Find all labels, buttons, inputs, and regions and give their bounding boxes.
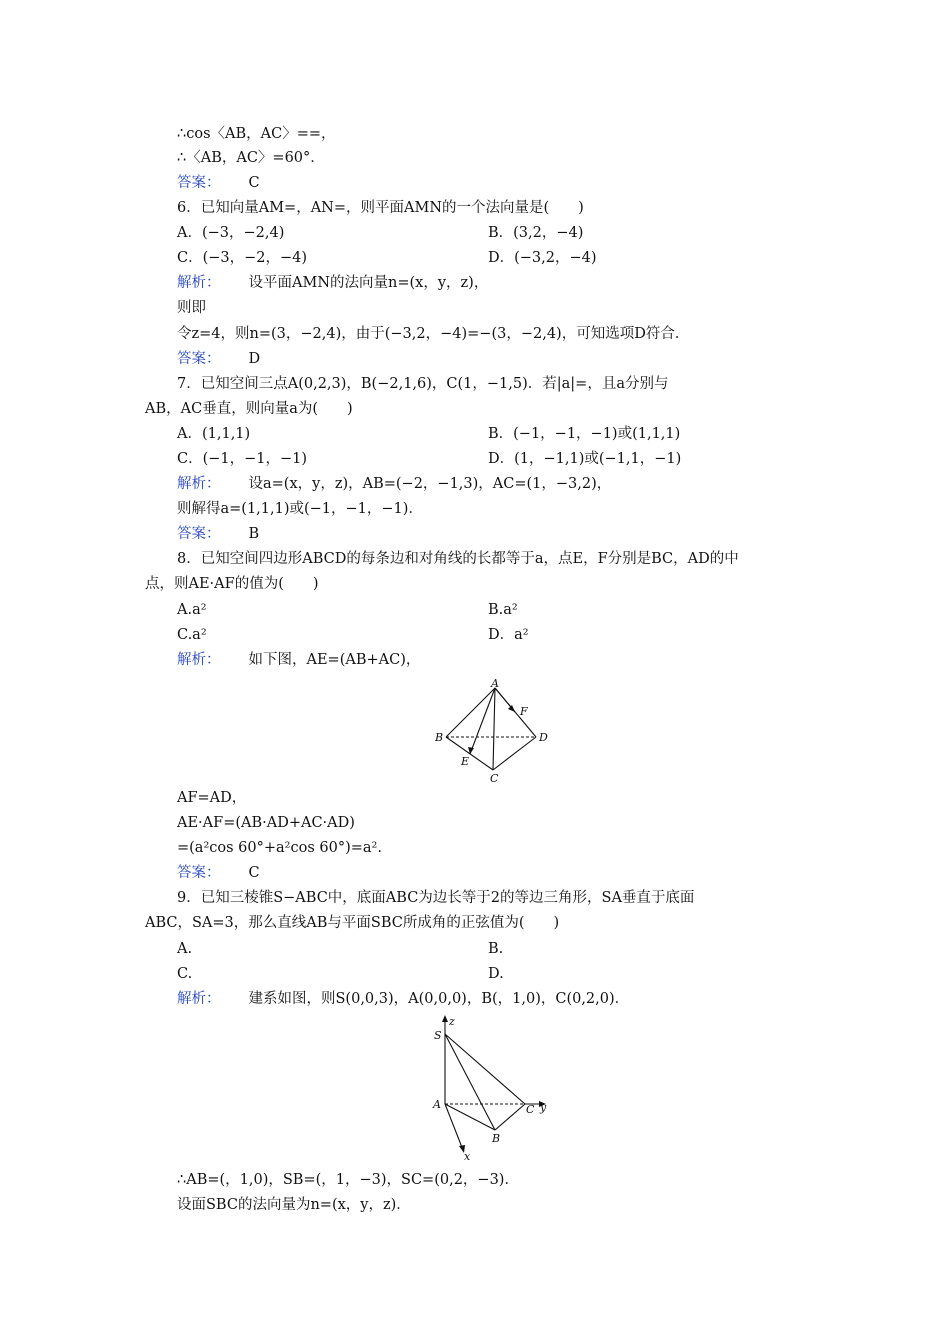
analysis-text: 设a=(x，y，z)，AB=(−2，−1,3)，AC=(1，−3,2)， [248,476,612,492]
analysis-text: 设平面AMN的法向量n=(x，y，z)， [248,275,489,291]
question-9-cont: ABC，SA=3，那么直线AB与平面SBC所成角的正弦值为( ) [145,915,560,931]
text-line: ∴AB=(，1,0)，SB=(，1，−3)，SC=(0,2，−3)． [177,1172,519,1188]
option-a: A. [177,941,193,957]
option-b: B.a² [488,602,518,618]
option-a: A．(−3，−2,4) [177,225,285,241]
analysis-line [177,650,420,670]
option-c: C.a² [177,627,207,643]
text-line: 设面SBC的法向量为n=(x，y，z)． [177,1197,411,1213]
fig2-label-s: S [434,1029,442,1042]
answer-label: 答案： [177,351,221,367]
coordinate-figure [425,1012,565,1162]
answer-value: C [248,175,260,191]
text-line: 则即 [177,300,206,316]
text-line: ∴〈AB，AC〉=60°． [177,150,325,166]
option-c: C．(−1，−1，−1) [177,451,308,467]
answer-value: D [248,351,261,367]
fig2-label-b: B [492,1132,501,1145]
fig1-label-a: A [491,678,499,690]
fig1-label-b: B [435,731,444,744]
fig2-label-a: A [433,1098,441,1111]
option-b: B．(−1，−1，−1)或(1,1,1) [488,426,681,442]
question-6: 6．已知向量AM=，AN=，则平面AMN的一个法向量是( ) [177,200,584,216]
text-line: 令z=4，则n=(3，−2,4)，由于(−3,2，−4)=−(3，−2,4)，可知选项D符合． [177,326,690,342]
option-d: D. [488,966,504,982]
answer-label: 答案： [177,865,221,881]
analysis-label: 解析： [177,991,221,1007]
answer-line [177,524,259,544]
answer-value: B [248,526,260,542]
option-b: B．(3,2，−4) [488,225,584,241]
tetrahedron-figure [430,678,560,784]
answer-line [177,349,260,369]
analysis-line [177,474,611,494]
question-7-cont: AB，AC垂直，则向量a为( ) [145,401,353,417]
fig2-label-x: x [464,1150,471,1162]
fig1-label-d: D [539,731,548,744]
option-b: B. [488,941,504,957]
answer-line [177,173,260,193]
text-line: AE·AF=(AB·AD+AC·AD) [177,815,355,831]
analysis-text: 建系如图，则S(0,0,3)，A(0,0,0)，B(，1,0)，C(0,2,0)． [248,991,630,1007]
question-8-cont: 点，则AE·AF的值为( ) [145,576,319,592]
option-a: A．(1,1,1) [177,426,251,442]
analysis-line [177,273,488,293]
fig2-label-c: C [526,1103,535,1116]
option-c: C. [177,966,193,982]
analysis-label: 解析： [177,275,221,291]
analysis-text: 如下图，AE=(AB+AC)， [248,652,421,668]
option-d: D．a² [488,627,529,643]
answer-line [177,863,260,883]
answer-label: 答案： [177,175,221,191]
analysis-label: 解析： [177,476,221,492]
fig2-label-z: z [449,1015,455,1028]
fig1-label-c: C [490,772,499,784]
question-7: 7．已知空间三点A(0,2,3)，B(−2,1,6)，C(1，−1,5)．若|a|=，且a分别与 [177,376,669,392]
fig2-label-y: y [540,1101,547,1114]
answer-label: 答案： [177,526,221,542]
fig1-label-f: F [520,705,528,718]
analysis-line [177,989,629,1009]
fig1-label-e: E [461,755,470,768]
option-d: D．(−3,2，−4) [488,250,597,266]
question-8: 8．已知空间四边形ABCD的每条边和对角线的长都等于a，点E，F分别是BC，AD的中 [177,551,739,567]
option-c: C．(−3，−2，−4) [177,250,308,266]
analysis-label: 解析： [177,652,221,668]
option-a: A.a² [177,602,207,618]
question-9: 9．已知三棱锥S−ABC中，底面ABC为边长等于2的等边三角形，SA垂直于底面 [177,890,695,906]
text-line: AF=AD， [177,790,247,806]
answer-value: C [248,865,260,881]
text-line: 则解得a=(1,1,1)或(−1，−1，−1)． [177,501,423,517]
text-line: ∴cos〈AB，AC〉==， [177,126,336,142]
option-d: D．(1，−1,1)或(−1,1，−1) [488,451,682,467]
text-line: =(a²cos 60°+a²cos 60°)=a². [177,840,382,856]
